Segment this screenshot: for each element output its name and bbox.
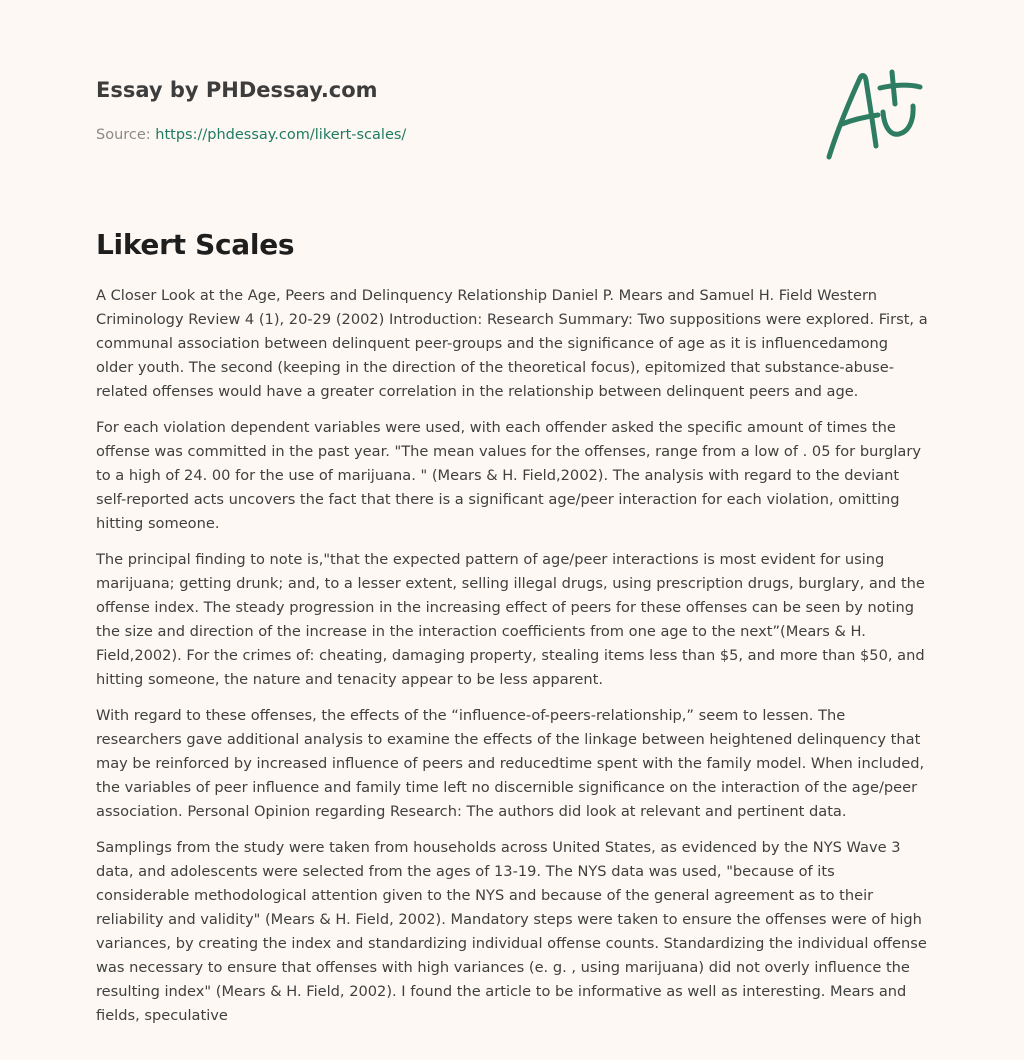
essay-title: Likert Scales [96,228,295,261]
page-header [96,76,928,145]
paragraph: Samplings from the study were taken from households across United States, as evidenced by the NYS Wave 3 data, and adolescents were selected from the ages of 13-19. The NYS data was used, "because of its considerable methodological attention given to the NYS and because of the general agreement as to their reliability and validity" (Mears & H. Field, 2002). Mandatory steps were taken to ensure the offenses were of high variances, by creating the index and standardizing individual offense counts. Standardizing the individual offense was necessary to ensure that offenses with high variances (e. g. , using marijuana) did not overly influence the resulting index" (Mears & H. Field, 2002). I found the article to be informative as well as interesting. Mears and fields, speculative [96,839,927,1024]
paragraph: For each violation dependent variables were used, with each offender asked the specific amount of times the offense was committed in the past year. "The mean values for the offenses, range from a low of . 05 for burglary to a high of 24. 00 for the use of marijuana. " (Mears & H. Field,2002). The analysis with regard to the deviant self-reported acts uncovers the fact that there is a significant age/peer interaction for each violation, omitting hitting someone. [96,419,921,532]
paragraph: A Closer Look at the Age, Peers and Delinquency Relationship Daniel P. Mears and Samuel H. Field Western Criminology Review 4 (1), 20-29 (2002) Introduction: Research Summary: Two suppositions were explored. First, a communal association between delinquent peer-groups and the significance of age as it is influencedamong older youth. The second (keeping in the direction of the theoretical focus), epitomized that substance-abuse-related offenses would have a greater correlation in the relationship between delinquent peers and age. [96,287,928,400]
source-label: Source: [96,127,156,143]
paragraph: The principal finding to note is,"that the expected pattern of age/peer interactions is most evident for using marijuana; getting drunk; and, to a lesser extent, selling illegal drugs, using prescription drugs, burglary, and the offense index. The steady progression in the increasing effect of peers for these offenses can be seen by noting the size and direction of the increase in the interaction coefficients from one age to the next”(Mears & H. Field,2002). For the crimes of: cheating, damaging property, stealing items less than $5, and more than $50, and hitting someone, the nature and tenacity appear to be less apparent. [96,551,925,688]
site-brand: Essay by PHDessay.com [96,78,378,102]
a-plus-logo-icon [822,66,926,164]
source-link[interactable]: https://phdessay.com/likert-scales/ [155,127,407,143]
source-line [96,125,928,145]
essay-body [96,284,928,1040]
paragraph: With regard to these offenses, the effects of the “influence-of-peers-relationship,” seem to lessen. The researchers gave additional analysis to examine the effects of the linkage between heightened delinquency that may be reinforced by increased influence of peers and reducedtime spent with the family model. When included, the variables of peer influence and family time left no discernible significance on the interaction of the age/peer association. Personal Opinion regarding Research: The authors did look at relevant and pertinent data. [96,707,925,820]
